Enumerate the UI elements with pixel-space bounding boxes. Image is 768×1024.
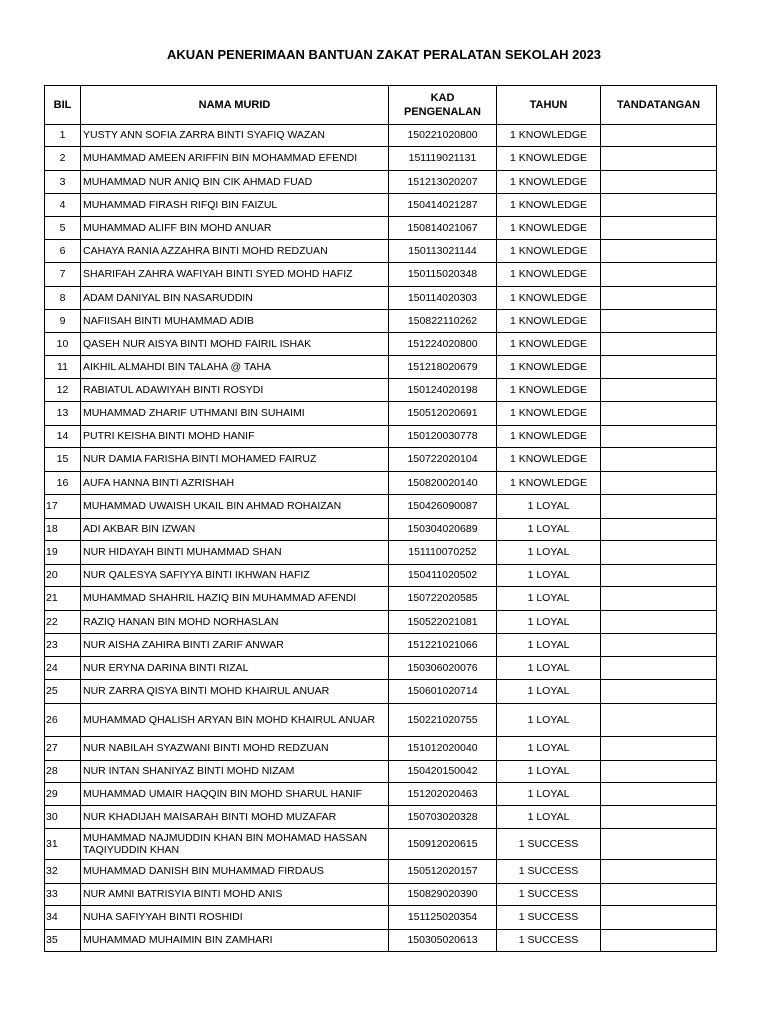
cell-bil: 28 xyxy=(45,761,81,783)
table-row xyxy=(45,737,717,761)
cell-nama-murid: NAFIISAH BINTI MUHAMMAD ADIB xyxy=(81,310,389,333)
cell-tahun: 1 SUCCESS xyxy=(497,860,601,884)
cell-tahun: 1 KNOWLEDGE xyxy=(497,379,601,402)
cell-tahun: 1 LOYAL xyxy=(497,657,601,680)
cell-kad-pengenalan: 150703020328 xyxy=(389,806,497,829)
cell-kad-pengenalan: 150829020390 xyxy=(389,884,497,906)
table-row xyxy=(45,217,717,240)
table-row xyxy=(45,125,717,147)
cell-nama-murid: NUR ERYNA DARINA BINTI RIZAL xyxy=(81,657,389,680)
cell-tandatangan[interactable] xyxy=(601,426,717,448)
cell-tahun: 1 LOYAL xyxy=(497,541,601,565)
cell-nama-murid: NUR QALESYA SAFIYYA BINTI IKHWAN HAFIZ xyxy=(81,565,389,587)
cell-kad-pengenalan: 150305020613 xyxy=(389,930,497,952)
table-row xyxy=(45,906,717,930)
cell-bil: 11 xyxy=(45,356,81,379)
table-row xyxy=(45,611,717,634)
table-row xyxy=(45,402,717,426)
table-row xyxy=(45,379,717,402)
table-row xyxy=(45,310,717,333)
cell-nama-murid: SHARIFAH ZAHRA WAFIYAH BINTI SYED MOHD HAFIZ xyxy=(81,263,389,287)
cell-bil: 35 xyxy=(45,930,81,952)
cell-nama-murid: MUHAMMAD UMAIR HAQQIN BIN MOHD SHARUL HANIF xyxy=(81,783,389,806)
table-row xyxy=(45,829,717,860)
cell-kad-pengenalan: 151125020354 xyxy=(389,906,497,930)
cell-bil: 8 xyxy=(45,287,81,310)
table-row xyxy=(45,147,717,171)
cell-nama-murid: MUHAMMAD UWAISH UKAIL BIN AHMAD ROHAIZAN xyxy=(81,495,389,519)
cell-tandatangan[interactable] xyxy=(601,587,717,611)
cell-nama-murid: NUHA SAFIYYAH BINTI ROSHIDI xyxy=(81,906,389,930)
cell-tandatangan[interactable] xyxy=(601,884,717,906)
cell-kad-pengenalan: 151218020679 xyxy=(389,356,497,379)
cell-nama-murid: MUHAMMAD FIRASH RIFQI BIN FAIZUL xyxy=(81,194,389,217)
cell-bil: 1 xyxy=(45,125,81,147)
cell-kad-pengenalan: 150221020800 xyxy=(389,125,497,147)
cell-tandatangan[interactable] xyxy=(601,147,717,171)
table-row xyxy=(45,657,717,680)
cell-tandatangan[interactable] xyxy=(601,263,717,287)
cell-nama-murid: NUR AISHA ZAHIRA BINTI ZARIF ANWAR xyxy=(81,634,389,657)
cell-tandatangan[interactable] xyxy=(601,906,717,930)
cell-tandatangan[interactable] xyxy=(601,240,717,263)
cell-nama-murid: NUR AMNI BATRISYIA BINTI MOHD ANIS xyxy=(81,884,389,906)
cell-bil: 24 xyxy=(45,657,81,680)
table-row xyxy=(45,519,717,541)
cell-tandatangan[interactable] xyxy=(601,194,717,217)
table-row xyxy=(45,448,717,472)
cell-tandatangan[interactable] xyxy=(601,125,717,147)
cell-tandatangan[interactable] xyxy=(601,287,717,310)
cell-bil: 12 xyxy=(45,379,81,402)
cell-nama-murid: PUTRI KEISHA BINTI MOHD HANIF xyxy=(81,426,389,448)
cell-nama-murid: MUHAMMAD DANISH BIN MUHAMMAD FIRDAUS xyxy=(81,860,389,884)
cell-tahun: 1 KNOWLEDGE xyxy=(497,287,601,310)
cell-bil: 4 xyxy=(45,194,81,217)
table-row xyxy=(45,806,717,829)
cell-nama-murid: NUR ZARRA QISYA BINTI MOHD KHAIRUL ANUAR xyxy=(81,680,389,704)
table-row xyxy=(45,783,717,806)
cell-kad-pengenalan: 151221021066 xyxy=(389,634,497,657)
cell-nama-murid: CAHAYA RANIA AZZAHRA BINTI MOHD REDZUAN xyxy=(81,240,389,263)
table-row xyxy=(45,704,717,737)
cell-tandatangan[interactable] xyxy=(601,704,717,737)
cell-tahun: 1 LOYAL xyxy=(497,704,601,737)
table-row xyxy=(45,884,717,906)
cell-kad-pengenalan: 150601020714 xyxy=(389,680,497,704)
table-row xyxy=(45,680,717,704)
cell-kad-pengenalan: 151119021131 xyxy=(389,147,497,171)
cell-tandatangan[interactable] xyxy=(601,860,717,884)
cell-tandatangan[interactable] xyxy=(601,171,717,194)
cell-tahun: 1 KNOWLEDGE xyxy=(497,125,601,147)
cell-nama-murid: NUR NABILAH SYAZWANI BINTI MOHD REDZUAN xyxy=(81,737,389,761)
cell-tandatangan[interactable] xyxy=(601,495,717,519)
cell-tandatangan[interactable] xyxy=(601,634,717,657)
cell-tahun: 1 KNOWLEDGE xyxy=(497,171,601,194)
cell-tahun: 1 SUCCESS xyxy=(497,829,601,860)
cell-tandatangan[interactable] xyxy=(601,448,717,472)
cell-bil: 34 xyxy=(45,906,81,930)
cell-tahun: 1 LOYAL xyxy=(497,611,601,634)
cell-nama-murid: AUFA HANNA BINTI AZRISHAH xyxy=(81,472,389,495)
cell-bil: 29 xyxy=(45,783,81,806)
cell-kad-pengenalan: 150420150042 xyxy=(389,761,497,783)
header-tandatangan: TANDATANGAN xyxy=(601,86,717,125)
cell-nama-murid: MUHAMMAD QHALISH ARYAN BIN MOHD KHAIRUL ANUAR xyxy=(81,704,389,737)
cell-nama-murid: MUHAMMAD AMEEN ARIFFIN BIN MOHAMMAD EFENDI xyxy=(81,147,389,171)
cell-kad-pengenalan: 150115020348 xyxy=(389,263,497,287)
cell-tandatangan[interactable] xyxy=(601,761,717,783)
table-row xyxy=(45,634,717,657)
cell-nama-murid: MUHAMMAD ZHARIF UTHMANI BIN SUHAIMI xyxy=(81,402,389,426)
table-row xyxy=(45,541,717,565)
cell-tandatangan[interactable] xyxy=(601,541,717,565)
cell-tandatangan[interactable] xyxy=(601,333,717,356)
cell-bil: 26 xyxy=(45,704,81,737)
cell-tandatangan[interactable] xyxy=(601,565,717,587)
cell-kad-pengenalan: 150722020104 xyxy=(389,448,497,472)
cell-bil: 20 xyxy=(45,565,81,587)
cell-bil: 13 xyxy=(45,402,81,426)
table-row xyxy=(45,333,717,356)
cell-tahun: 1 KNOWLEDGE xyxy=(497,472,601,495)
cell-tandatangan[interactable] xyxy=(601,930,717,952)
cell-bil: 6 xyxy=(45,240,81,263)
cell-nama-murid: MUHAMMAD MUHAIMIN BIN ZAMHARI xyxy=(81,930,389,952)
cell-tandatangan[interactable] xyxy=(601,310,717,333)
cell-bil: 3 xyxy=(45,171,81,194)
cell-bil: 18 xyxy=(45,519,81,541)
table-row xyxy=(45,426,717,448)
cell-kad-pengenalan: 150114020303 xyxy=(389,287,497,310)
cell-nama-murid: AIKHIL ALMAHDI BIN TALAHA @ TAHA xyxy=(81,356,389,379)
cell-kad-pengenalan: 150306020076 xyxy=(389,657,497,680)
cell-bil: 23 xyxy=(45,634,81,657)
cell-kad-pengenalan: 151213020207 xyxy=(389,171,497,194)
cell-kad-pengenalan: 150512020691 xyxy=(389,402,497,426)
cell-bil: 31 xyxy=(45,829,81,860)
table-row xyxy=(45,287,717,310)
cell-kad-pengenalan: 150822110262 xyxy=(389,310,497,333)
cell-nama-murid: ADAM DANIYAL BIN NASARUDDIN xyxy=(81,287,389,310)
cell-tahun: 1 LOYAL xyxy=(497,519,601,541)
cell-kad-pengenalan: 150304020689 xyxy=(389,519,497,541)
cell-tandatangan[interactable] xyxy=(601,737,717,761)
cell-bil: 27 xyxy=(45,737,81,761)
header-tahun: TAHUN xyxy=(497,86,601,125)
cell-tandatangan[interactable] xyxy=(601,611,717,634)
table-header-row xyxy=(45,86,717,125)
cell-tandatangan[interactable] xyxy=(601,379,717,402)
table-row xyxy=(45,263,717,287)
cell-kad-pengenalan: 151224020800 xyxy=(389,333,497,356)
cell-tahun: 1 LOYAL xyxy=(497,587,601,611)
cell-bil: 14 xyxy=(45,426,81,448)
cell-bil: 32 xyxy=(45,860,81,884)
table-row xyxy=(45,761,717,783)
cell-kad-pengenalan: 150120030778 xyxy=(389,426,497,448)
cell-kad-pengenalan: 150426090087 xyxy=(389,495,497,519)
cell-tahun: 1 LOYAL xyxy=(497,737,601,761)
cell-kad-pengenalan: 150221020755 xyxy=(389,704,497,737)
cell-tahun: 1 KNOWLEDGE xyxy=(497,147,601,171)
cell-bil: 16 xyxy=(45,472,81,495)
table-row xyxy=(45,565,717,587)
cell-nama-murid: RABIATUL ADAWIYAH BINTI ROSYDI xyxy=(81,379,389,402)
table-row xyxy=(45,587,717,611)
cell-tahun: 1 KNOWLEDGE xyxy=(497,402,601,426)
cell-kad-pengenalan: 151012020040 xyxy=(389,737,497,761)
cell-tahun: 1 LOYAL xyxy=(497,806,601,829)
cell-tandatangan[interactable] xyxy=(601,806,717,829)
recipient-table xyxy=(44,85,717,952)
cell-kad-pengenalan: 150113021144 xyxy=(389,240,497,263)
cell-kad-pengenalan: 150411020502 xyxy=(389,565,497,587)
cell-nama-murid: QASEH NUR AISYA BINTI MOHD FAIRIL ISHAK xyxy=(81,333,389,356)
cell-tahun: 1 KNOWLEDGE xyxy=(497,194,601,217)
cell-tahun: 1 KNOWLEDGE xyxy=(497,263,601,287)
cell-nama-murid: NUR HIDAYAH BINTI MUHAMMAD SHAN xyxy=(81,541,389,565)
cell-bil: 10 xyxy=(45,333,81,356)
cell-tahun: 1 LOYAL xyxy=(497,783,601,806)
cell-nama-murid: MUHAMMAD NAJMUDDIN KHAN BIN MOHAMAD HASSAN TAQIYUDDIN KHAN xyxy=(81,829,389,860)
cell-tahun: 1 KNOWLEDGE xyxy=(497,310,601,333)
cell-bil: 33 xyxy=(45,884,81,906)
table-row xyxy=(45,930,717,952)
cell-tahun: 1 LOYAL xyxy=(497,565,601,587)
table-row xyxy=(45,860,717,884)
cell-kad-pengenalan: 150522021081 xyxy=(389,611,497,634)
cell-nama-murid: NUR KHADIJAH MAISARAH BINTI MOHD MUZAFAR xyxy=(81,806,389,829)
cell-tandatangan[interactable] xyxy=(601,519,717,541)
cell-tandatangan[interactable] xyxy=(601,657,717,680)
cell-kad-pengenalan: 150912020615 xyxy=(389,829,497,860)
cell-nama-murid: MUHAMMAD SHAHRIL HAZIQ BIN MUHAMMAD AFENDI xyxy=(81,587,389,611)
cell-tahun: 1 LOYAL xyxy=(497,761,601,783)
cell-tahun: 1 LOYAL xyxy=(497,495,601,519)
cell-kad-pengenalan: 150124020198 xyxy=(389,379,497,402)
cell-tandatangan[interactable] xyxy=(601,402,717,426)
cell-tandatangan[interactable] xyxy=(601,356,717,379)
cell-nama-murid: MUHAMMAD NUR ANIQ BIN CIK AHMAD FUAD xyxy=(81,171,389,194)
cell-tahun: 1 KNOWLEDGE xyxy=(497,240,601,263)
cell-bil: 17 xyxy=(45,495,81,519)
cell-tahun: 1 LOYAL xyxy=(497,634,601,657)
cell-nama-murid: ADI AKBAR BIN IZWAN xyxy=(81,519,389,541)
cell-bil: 5 xyxy=(45,217,81,240)
cell-nama-murid: NUR DAMIA FARISHA BINTI MOHAMED FAIRUZ xyxy=(81,448,389,472)
cell-bil: 21 xyxy=(45,587,81,611)
cell-tahun: 1 KNOWLEDGE xyxy=(497,333,601,356)
table-row xyxy=(45,194,717,217)
cell-nama-murid: YUSTY ANN SOFIA ZARRA BINTI SYAFIQ WAZAN xyxy=(81,125,389,147)
cell-kad-pengenalan: 150414021287 xyxy=(389,194,497,217)
cell-tahun: 1 SUCCESS xyxy=(497,906,601,930)
cell-kad-pengenalan: 150814021067 xyxy=(389,217,497,240)
cell-kad-pengenalan: 150820020140 xyxy=(389,472,497,495)
cell-tandatangan[interactable] xyxy=(601,217,717,240)
cell-tahun: 1 KNOWLEDGE xyxy=(497,426,601,448)
table-row xyxy=(45,171,717,194)
header-bil: BIL xyxy=(45,86,81,125)
cell-tahun: 1 SUCCESS xyxy=(497,884,601,906)
cell-bil: 9 xyxy=(45,310,81,333)
table-row xyxy=(45,240,717,263)
cell-tahun: 1 KNOWLEDGE xyxy=(497,448,601,472)
cell-tahun: 1 SUCCESS xyxy=(497,930,601,952)
cell-tahun: 1 LOYAL xyxy=(497,680,601,704)
cell-kad-pengenalan: 150512020157 xyxy=(389,860,497,884)
cell-tandatangan[interactable] xyxy=(601,783,717,806)
cell-nama-murid: RAZIQ HANAN BIN MOHD NORHASLAN xyxy=(81,611,389,634)
cell-tandatangan[interactable] xyxy=(601,472,717,495)
table-row xyxy=(45,495,717,519)
cell-bil: 19 xyxy=(45,541,81,565)
document-title: AKUAN PENERIMAAN BANTUAN ZAKAT PERALATAN SEKOLAH 2023 xyxy=(166,47,602,62)
table-body xyxy=(45,125,717,952)
cell-bil: 25 xyxy=(45,680,81,704)
cell-bil: 15 xyxy=(45,448,81,472)
cell-nama-murid: NUR INTAN SHANIYAZ BINTI MOHD NIZAM xyxy=(81,761,389,783)
cell-kad-pengenalan: 151202020463 xyxy=(389,783,497,806)
header-kad-pengenalan: KAD PENGENALAN xyxy=(389,86,497,125)
cell-bil: 30 xyxy=(45,806,81,829)
cell-bil: 2 xyxy=(45,147,81,171)
cell-tandatangan[interactable] xyxy=(601,680,717,704)
cell-kad-pengenalan: 151110070252 xyxy=(389,541,497,565)
cell-nama-murid: MUHAMMAD ALIFF BIN MOHD ANUAR xyxy=(81,217,389,240)
cell-kad-pengenalan: 150722020585 xyxy=(389,587,497,611)
cell-bil: 7 xyxy=(45,263,81,287)
cell-tandatangan[interactable] xyxy=(601,829,717,860)
header-nama-murid: NAMA MURID xyxy=(81,86,389,125)
table-row xyxy=(45,356,717,379)
table-row xyxy=(45,472,717,495)
cell-bil: 22 xyxy=(45,611,81,634)
cell-tahun: 1 KNOWLEDGE xyxy=(497,217,601,240)
cell-tahun: 1 KNOWLEDGE xyxy=(497,356,601,379)
